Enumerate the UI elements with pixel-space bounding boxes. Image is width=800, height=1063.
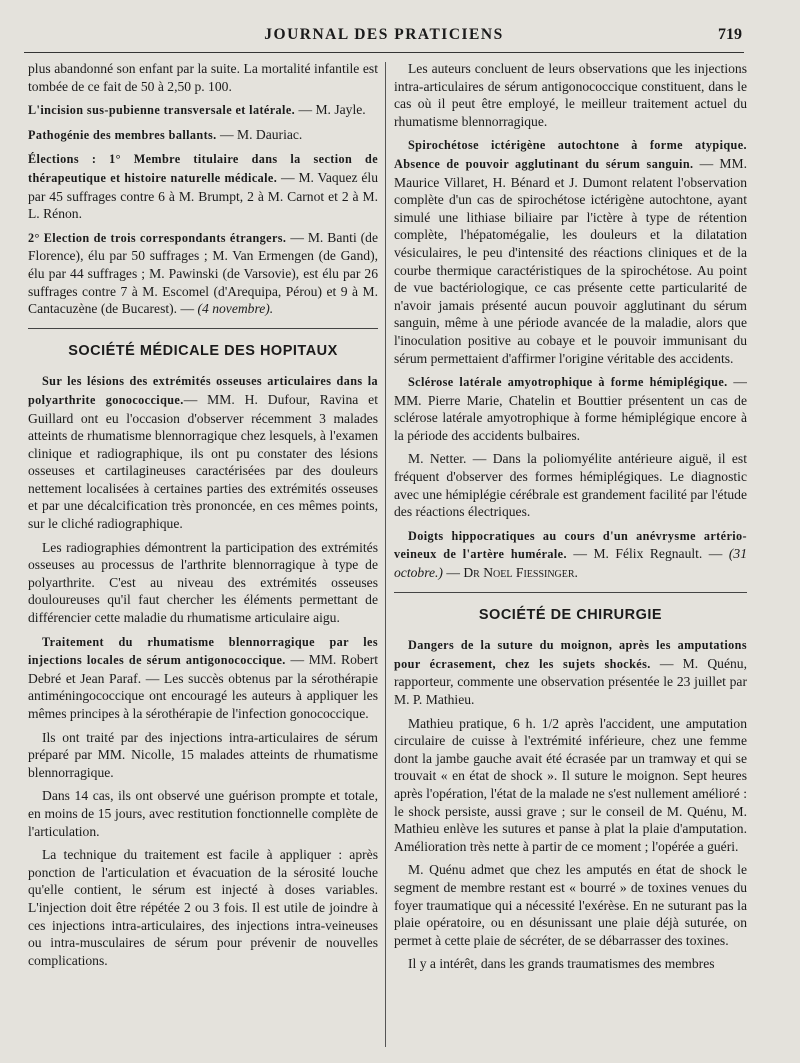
paragraph-text: — MM. Pierre Marie, Chatelin et Bouttier présentent un cas de sclérose latérale amyotrophique à forme hémiplégique encore à la période des accidents bulbaires. [394, 374, 747, 443]
paragraph [28, 101, 378, 120]
date-note: (4 novembre). [197, 301, 274, 317]
page-number: 719 [718, 26, 742, 43]
paragraph: Dans 14 cas, ils ont observé une guérison prompte et totale, en moins de 15 jours, avec restitution fonctionnelle complète de l'articulation. [28, 788, 378, 839]
section-title: SOCIÉTÉ DE CHIRURGIE [478, 606, 663, 623]
column-divider [385, 62, 386, 1047]
paragraph [394, 636, 747, 708]
paragraph-heading: Pathogénie des membres ballants. [28, 127, 217, 142]
left-column [28, 60, 378, 1050]
paragraph: Il y a intérêt, dans les grands traumatismes des membres [408, 956, 715, 972]
paragraph [394, 527, 747, 582]
paragraph [28, 126, 378, 145]
paragraph-text: — M. Félix Regnault. — [566, 546, 729, 562]
paragraph-text: — M. Dauriac. [216, 126, 303, 142]
paragraph [28, 633, 378, 723]
paragraph-text: — M. Quénu, rapporteur, commente une observation présentée le 23 juillet par M. P. Mathieu. [394, 655, 747, 707]
section-rule [28, 328, 378, 329]
page-header [24, 22, 744, 53]
paragraph-text: — MM. Maurice Villaret, H. Bénard et J. Dumont relatent l'observation complète d'un cas de spirochétose ictérigène autochtone, ayant simulé une lithiase biliaire par l'ictère à type de rétention complète, l'hépatomégalie, les douleurs et la dilatation vésiculaires, le peu d'intensité des réactions cliniques et de la courbe thermique caractéristiques de la spirochétose. Au point de vue bactériologique, ce cas présente cette particularité de n'avoir jamais présenté aucun pouvoir agglutinant du sérum sanguin, même à une période avancée de la maladie, alors que l'inoculation positive au cobaye et le pouvoir immunisant du sérum permettaient d'affirmer l'origine véritable des accidents. [394, 155, 747, 366]
paragraph-heading: Dangers de la suture du moignon, après les amputations pour écrasement, chez les sujets shockés. [394, 638, 747, 671]
paragraph-heading: Spirochétose ictérigène autochtone à forme atypique. Absence de pouvoir agglutinant du sérum sanguin. [394, 138, 747, 171]
paragraph-heading: 2° Election de trois correspondants étrangers. [28, 230, 287, 245]
paragraph [28, 229, 378, 318]
paragraph-heading: Sclérose latérale amyotrophique à forme hémiplégique. [408, 375, 728, 390]
paragraph-text: — M. Banti (de Florence), élu par 50 suffrages ; M. Van Ermengen (de Gand), élu par 44 suffrages ; M. Pawinski (de Varsovie), est élu par 26 suffrages contre 7 à M. Escomel (d'Arequipa, Pérou) et 9 à M. Cantacuzène (de Bucarest). — [28, 229, 378, 317]
paragraph [394, 136, 747, 367]
journal-title: JOURNAL DES PRATICIENS [264, 26, 504, 43]
paragraph: La technique du traitement est facile à appliquer : après ponction de l'articulation et évacuation de la sérosité louche qu'elle contient, le sérum est injecté à doses variables. L'injection doit être répétée 2 ou 3 fois. Il est utile de joindre à ces injections intra-articulaires, des injections intra-veineuses ou intra-musculaires de sérum pour prévenir de nouvelles complications. [28, 847, 378, 968]
paragraph [28, 372, 378, 532]
paragraph-heading: Doigts hippocratiques au cours d'un anévrysme artério-veineux de l'artère humérale. [394, 528, 747, 562]
paragraph: M. Quénu admet que chez les amputés en état de shock le segment de membre restant est « bourré » de toxines venues du foyer traumatique qui a nécessité l'exérèse. En ne suturant pas la plaie opératoire, ou en désunissant une plaie déjà suturée, on permet à cette plaie de sécréter, de se débarrasser des toxines. [394, 862, 747, 948]
paragraph: M. Netter. — Dans la poliomyélite antérieure aiguë, il est fréquent d'observer des formes hémiplégiques. Le diagnostic avec une hémiplégie cérébrale est grandement facilité par l'étude des réactions électriques. [394, 451, 747, 520]
paragraph [394, 373, 747, 444]
paragraph [28, 150, 378, 222]
paragraph-text: — MM. H. Dufour, Ravina et Guillard ont eu l'occasion d'observer récemment 3 malades atteints de rhumatisme blennorragique chez lesquels, à l'examen clinique et radiographique, ils ont pu constater des lésions osseuses et cartilagineuses caractérisées par des douleurs nettement localisées à certaines parties des extrémités osseuses et par une décalcification très prononcée, en ces mêmes points, sur le cliché radiographique. [28, 391, 378, 532]
paragraph: plus abandonné son enfant par la suite. La mortalité infantile est tombée de ce fait de 50 à 2,50 p. 100. [28, 61, 378, 94]
signature: — Dr Noel Fiessinger. [442, 565, 578, 581]
paragraph-text: — M. Vaquez élu par 45 suffrages contre 6 à M. Brumpt, 2 à M. Carnot et 2 à M. L. Rénon. [28, 169, 378, 222]
paragraph-heading: Traitement du rhumatisme blennorragique par les injections locales de sérum antigonococcique. [28, 634, 378, 668]
paragraph-text: — MM. Robert Debré et Jean Paraf. — Les succès obtenus par la sérothérapie antiméningococcique ont encouragé les auteurs à appliquer les mêmes principes à la sérothérapie de l'infection gonococcique. [28, 652, 378, 721]
paragraph: Ils ont traité par des injections intra-articulaires de sérum préparé par MM. Nicolle, 15 malades atteints de rhumatisme blennorragique. [28, 729, 378, 780]
paragraph-heading: Élections : 1° Membre titulaire dans la section de thérapeutique et histoire naturelle médicale. [28, 152, 378, 185]
right-column [394, 60, 747, 1050]
section-rule [394, 592, 747, 593]
section-title: SOCIÉTÉ MÉDICALE DES HOPITAUX [68, 342, 338, 359]
paragraph-heading: L'incision sus-pubienne transversale et latérale. [28, 103, 296, 118]
paragraph: Mathieu pratique, 6 h. 1/2 après l'accident, une amputation circulaire de cuisse à l'extrémité inférieure, chez une femme dont la jambe gauche avait été écrasée par un tramway et qui se trouvait « en état de shock ». Il suture le moignon. Sept heures après l'opération, l'état de la malade ne s'est nullement amélioré : le shock persiste, aussi grave ; sur le conseil de M. Quénu, M. Mathieu enlève les sutures et panse à plat la plaie d'amputation. Amélioration très nette à partir de ce moment ; l'opérée a guéri. [394, 715, 747, 854]
paragraph: Les radiographies démontrent la participation des extrémités osseuses au processus de l'arthrite blennorragique à type de polyarthrite. C'est au niveau des extrémités osseuses douloureuses qu'il faut chercher les éléments permettant de différencier cette maladie du rhumatisme articulaire aigu. [28, 539, 378, 626]
paragraph-heading: Sur les lésions des extrémités osseuses articulaires dans la polyarthrite gonococcique. [28, 374, 378, 407]
paragraph: Les auteurs concluent de leurs observations que les injections intra-articulaires de sérum antigonococcique constituent, dans le cas où il peut être employé, le meilleur traitement actuel du rhumatisme blennorragique. [394, 61, 747, 129]
date-note: (31 octobre.) [394, 546, 747, 581]
paragraph-text: — M. Jayle. [295, 102, 366, 118]
